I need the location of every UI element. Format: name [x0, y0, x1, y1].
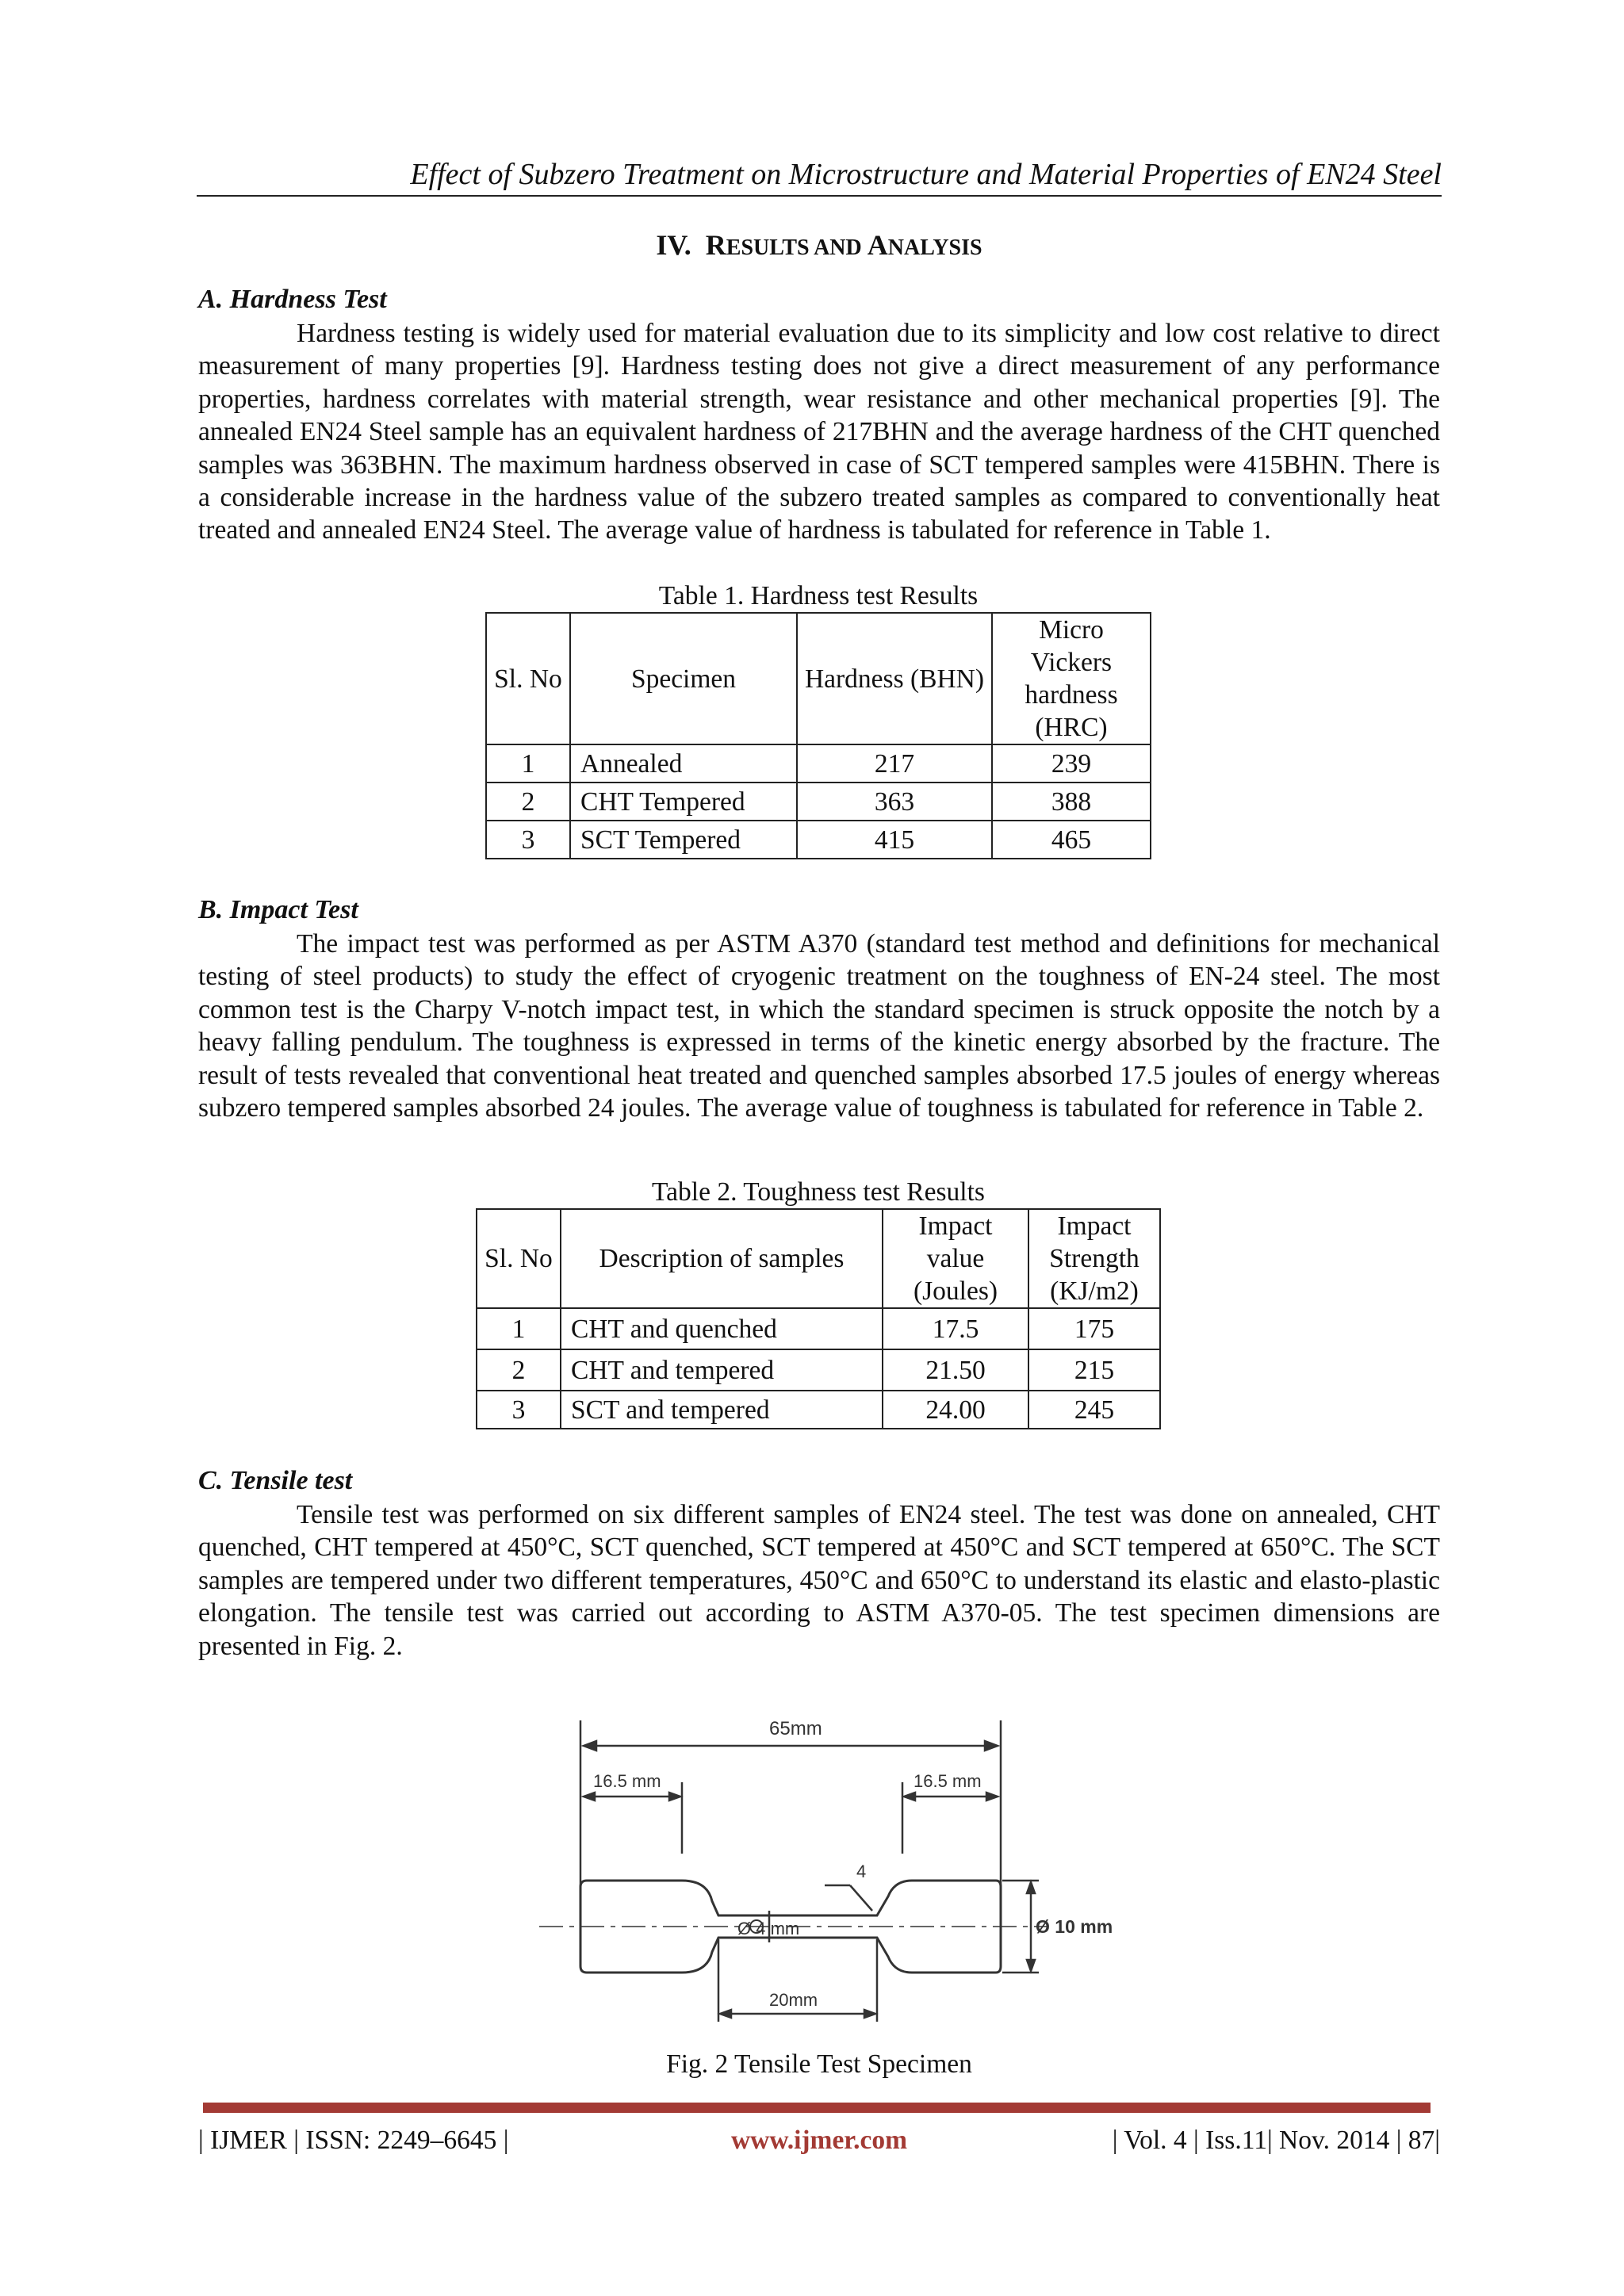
figure-2-caption: Fig. 2 Tensile Test Specimen: [666, 2049, 972, 2079]
table-cell: 1: [486, 744, 570, 783]
table-row: [477, 1391, 1160, 1429]
header-cell: Micro Vickers hardness (HRC): [992, 613, 1151, 744]
arrowhead: [720, 2010, 731, 2018]
dim-label-diameter: Ø 10 mm: [1036, 1916, 1113, 1937]
table-cell: 3: [477, 1391, 561, 1429]
table-cell: 2: [486, 783, 570, 821]
footer-journal-info: | IJMER | ISSN: 2249–6645 |: [198, 2126, 509, 2155]
running-header: Effect of Subzero Treatment on Microstructure and Material Properties of EN24 Steel: [410, 158, 1442, 191]
dim-label-left: 16.5 mm: [593, 1771, 661, 1791]
table-row: [477, 1349, 1160, 1391]
table-cell: 21.50: [883, 1349, 1028, 1391]
arrowhead: [904, 1793, 915, 1800]
header-cell: Hardness (BHN): [797, 613, 992, 744]
table-row: [477, 1308, 1160, 1349]
table-cell: 215: [1028, 1349, 1160, 1391]
tensile-specimen-figure: [523, 1697, 1118, 2038]
footer-website-link[interactable]: www.ijmer.com: [730, 2126, 908, 2155]
table-cell: CHT and tempered: [561, 1349, 883, 1391]
table-cell: 175: [1028, 1308, 1160, 1349]
section-title-cap-2: A: [867, 229, 888, 261]
table-cell: 239: [992, 744, 1151, 783]
table-cell: 24.00: [883, 1391, 1028, 1429]
table-2-caption: Table 2. Toughness test Results: [652, 1177, 985, 1207]
tensile-heading: C. Tensile test: [198, 1466, 353, 1495]
section-title: [197, 228, 1442, 262]
toughness-table: [476, 1208, 1161, 1429]
impact-paragraph: The impact test was performed as per ASTM A370 (standard test method and definitions for mechanical testing of steel products) to study the effect of cryogenic treatment on the toughness of EN-24 steel. The most common test is the Charpy V-notch impact test, in which the standard specimen is struck opposite the notch by a heavy falling pendulum. The toughness is expressed in terms of the kinetic energy absorbed by the fracture. The result of tests revealed that conventional heat treated and quenched samples absorbed 17.5 joules of energy whereas subzero tempered samples absorbed 24 joules. The average value of toughness is tabulated for reference in Table 2.: [198, 929, 1440, 1123]
header-cell: Sl. No: [486, 613, 570, 744]
arrowhead: [584, 1741, 596, 1751]
table-row: [486, 744, 1151, 783]
table-cell: Annealed: [570, 744, 797, 783]
header-cell: Impact value (Joules): [883, 1209, 1028, 1308]
footer-volume-page: | Vol. 4 | Iss.11| Nov. 2014 | 87|: [1112, 2126, 1440, 2155]
hardness-paragraph: Hardness testing is widely used for material evaluation due to its simplicity and low cost relative to direct measurement of many properties [9]. Hardness testing does not give a direct measurement of any performance properties, hardness correlates with material strength, wear resistance and other mechanical properties [9]. The annealed EN24 Steel sample has an equivalent hardness of 217BHN and the average hardness of the CHT quenched samples was 363BHN. The maximum hardness observed in case of SCT tempered samples were 415BHN. There is a considerable increase in the hardness value of the subzero treated samples as compared to conventionally heat treated and annealed EN24 Steel. The average value of hardness is tabulated for reference in Table 1.: [198, 319, 1440, 545]
impact-heading: B. Impact Test: [198, 895, 358, 924]
arrowhead: [986, 1793, 998, 1800]
arrowhead: [669, 1793, 680, 1800]
hardness-table: [485, 612, 1151, 859]
dim-label-right: 16.5 mm: [914, 1771, 982, 1791]
arrowhead: [985, 1741, 998, 1751]
arrowhead: [1027, 1960, 1035, 1971]
tensile-paragraph: Tensile test was performed on six different samples of EN24 steel. The test was done on annealed, CHT quenched, CHT tempered at 450°C, SCT quenched, SCT tempered at 450°C and SCT tempered at 650°C. The SCT samples are tempered under two different temperatures, 450°C and 650°C to understand its elastic and elasto-plastic elongation. The tensile test was carried out according to ASTM A370-05. The test specimen dimensions are presented in Fig. 2.: [198, 1500, 1440, 1661]
table-cell: CHT Tempered: [570, 783, 797, 821]
radius-leader: [850, 1885, 872, 1911]
header-cell: Sl. No: [477, 1209, 561, 1308]
section-number: IV.: [656, 229, 691, 261]
table-cell: 17.5: [883, 1308, 1028, 1349]
table-cell: SCT Tempered: [570, 821, 797, 859]
dim-label-gauge: 20mm: [769, 1990, 818, 2010]
table-cell: 245: [1028, 1391, 1160, 1429]
table-cell: 465: [992, 821, 1151, 859]
header-cell: Specimen: [570, 613, 797, 744]
table-cell: 2: [477, 1349, 561, 1391]
page-footer: [198, 2122, 1440, 2160]
table-cell: 388: [992, 783, 1151, 821]
table-cell: SCT and tempered: [561, 1391, 883, 1429]
table-header-row: [486, 613, 1151, 744]
table-header-row: [477, 1209, 1160, 1308]
arrowhead: [864, 2010, 875, 2018]
table-row: [486, 783, 1151, 821]
section-title-rest-2: NALYSIS: [887, 235, 982, 260]
table-cell: CHT and quenched: [561, 1308, 883, 1349]
header-cell: Impact Strength (KJ/m2): [1028, 1209, 1160, 1308]
section-title-rest-1: ESULTS AND: [726, 235, 862, 260]
footer-rule: [203, 2103, 1431, 2113]
dim-label-total: 65mm: [769, 1718, 822, 1739]
header-rule: [197, 195, 1442, 197]
hardness-heading: A. Hardness Test: [198, 285, 387, 314]
section-title-cap-1: R: [705, 229, 726, 261]
table-cell: 415: [797, 821, 992, 859]
table-cell: 1: [477, 1308, 561, 1349]
table-row: [486, 821, 1151, 859]
table-cell: 3: [486, 821, 570, 859]
dim-label-radius: 4: [856, 1862, 867, 1881]
table-cell: 363: [797, 783, 992, 821]
table-1-caption: Table 1. Hardness test Results: [658, 581, 979, 610]
arrowhead: [1027, 1882, 1035, 1893]
dim-label-neck: Ø 4 mm: [737, 1919, 800, 1938]
table-cell: 217: [797, 744, 992, 783]
header-cell: Description of samples: [561, 1209, 883, 1308]
arrowhead: [584, 1793, 595, 1800]
